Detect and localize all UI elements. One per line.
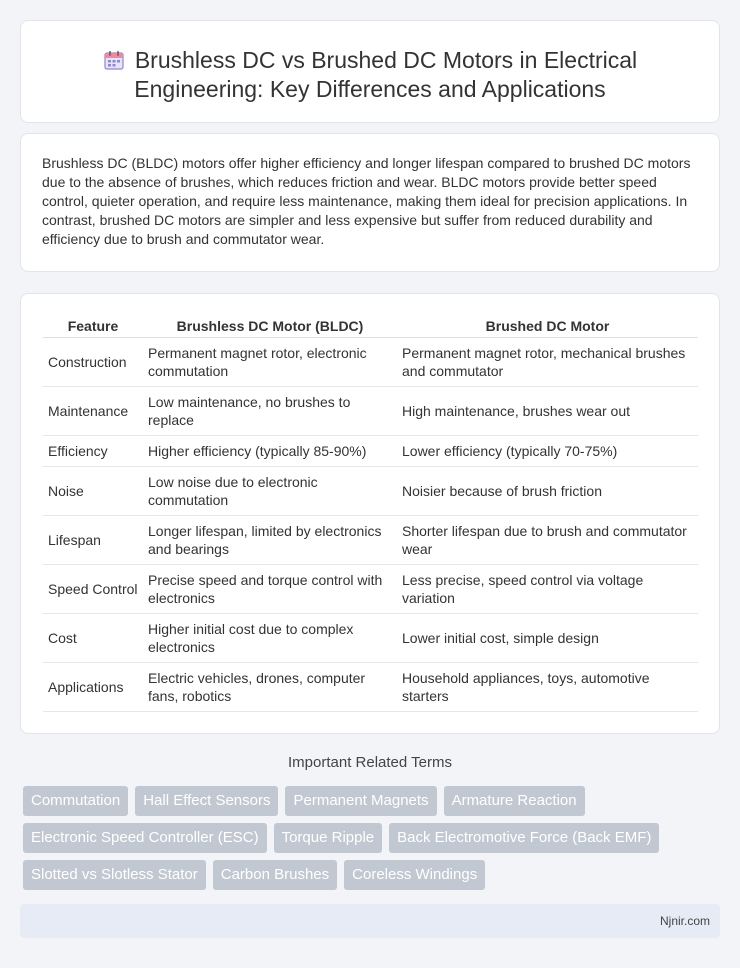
brushed-cell: Permanent magnet rotor, mechanical brushes and commutator bbox=[397, 337, 698, 386]
page-title bbox=[61, 46, 679, 104]
tag-row bbox=[23, 860, 723, 890]
bldc-cell: Longer lifespan, limited by electronics and bearings bbox=[143, 515, 397, 564]
calendar-icon bbox=[103, 49, 125, 71]
table-row bbox=[43, 386, 698, 435]
table-row bbox=[43, 613, 698, 662]
bldc-cell: Low maintenance, no brushes to replace bbox=[143, 386, 397, 435]
bldc-cell: Higher efficiency (typically 85-90%) bbox=[143, 435, 397, 466]
brushed-cell: Lower efficiency (typically 70-75%) bbox=[397, 435, 698, 466]
related-terms-heading: Important Related Terms bbox=[288, 754, 452, 771]
tag-permanent-magnets[interactable]: Permanent Magnets bbox=[285, 786, 436, 816]
bldc-cell: Low noise due to electronic commutation bbox=[143, 466, 397, 515]
header-bldc: Brushless DC Motor (BLDC) bbox=[143, 316, 397, 337]
tag-slotted-vs-slotless-stator[interactable]: Slotted vs Slotless Stator bbox=[23, 860, 206, 890]
header-brushed: Brushed DC Motor bbox=[397, 316, 698, 337]
comparison-table bbox=[43, 316, 698, 712]
table-row bbox=[43, 662, 698, 711]
feature-cell: Speed Control bbox=[43, 564, 143, 613]
comparison-card bbox=[20, 293, 720, 734]
tag-electronic-speed-controller[interactable]: Electronic Speed Controller (ESC) bbox=[23, 823, 267, 853]
bldc-cell: Electric vehicles, drones, computer fans, robotics bbox=[143, 662, 397, 711]
intro-card bbox=[20, 133, 720, 272]
tag-carbon-brushes[interactable]: Carbon Brushes bbox=[213, 860, 337, 890]
feature-cell: Noise bbox=[43, 466, 143, 515]
related-terms-list bbox=[23, 786, 723, 897]
tag-torque-ripple[interactable]: Torque Ripple bbox=[274, 823, 383, 853]
bldc-cell: Permanent magnet rotor, electronic commutation bbox=[143, 337, 397, 386]
bldc-cell: Higher initial cost due to complex electronics bbox=[143, 613, 397, 662]
tag-coreless-windings[interactable]: Coreless Windings bbox=[344, 860, 485, 890]
tag-armature-reaction[interactable]: Armature Reaction bbox=[444, 786, 585, 816]
header-feature: Feature bbox=[43, 316, 143, 337]
brushed-cell: High maintenance, brushes wear out bbox=[397, 386, 698, 435]
table-row bbox=[43, 337, 698, 386]
brushed-cell: Household appliances, toys, automotive starters bbox=[397, 662, 698, 711]
title-card bbox=[20, 20, 720, 123]
table-header-row bbox=[43, 316, 698, 337]
brushed-cell: Noisier because of brush friction bbox=[397, 466, 698, 515]
tag-hall-effect-sensors[interactable]: Hall Effect Sensors bbox=[135, 786, 278, 816]
tag-back-emf[interactable]: Back Electromotive Force (Back EMF) bbox=[389, 823, 659, 853]
feature-cell: Construction bbox=[43, 337, 143, 386]
footer-site-name[interactable]: Njnir.com bbox=[659, 914, 710, 928]
table-row bbox=[43, 466, 698, 515]
brushed-cell: Lower initial cost, simple design bbox=[397, 613, 698, 662]
table-row bbox=[43, 435, 698, 466]
bldc-cell: Precise speed and torque control with electronics bbox=[143, 564, 397, 613]
feature-cell: Lifespan bbox=[43, 515, 143, 564]
intro-paragraph: Brushless DC (BLDC) motors offer higher efficiency and longer lifespan compared to brushed DC motors due to the absence of brushes, which reduces friction and wear. BLDC motors provide better speed control, quieter operation, and require less maintenance, making them ideal for precision applications. In contrast, brushed DC motors are simpler and less expensive but suffer from reduced durability and efficiency due to brush and commutator wear. bbox=[42, 155, 691, 247]
feature-cell: Maintenance bbox=[43, 386, 143, 435]
tag-row bbox=[23, 823, 723, 853]
table-row bbox=[43, 564, 698, 613]
brushed-cell: Less precise, speed control via voltage variation bbox=[397, 564, 698, 613]
feature-cell: Efficiency bbox=[43, 435, 143, 466]
footer bbox=[20, 904, 720, 938]
feature-cell: Cost bbox=[43, 613, 143, 662]
brushed-cell: Shorter lifespan due to brush and commutator wear bbox=[397, 515, 698, 564]
table-row bbox=[43, 515, 698, 564]
tag-row bbox=[23, 786, 723, 816]
title-label: Brushless DC vs Brushed DC Motors in Electrical Engineering: Key Differences and Applications bbox=[134, 47, 638, 102]
tag-commutation[interactable]: Commutation bbox=[23, 786, 128, 816]
feature-cell: Applications bbox=[43, 662, 143, 711]
